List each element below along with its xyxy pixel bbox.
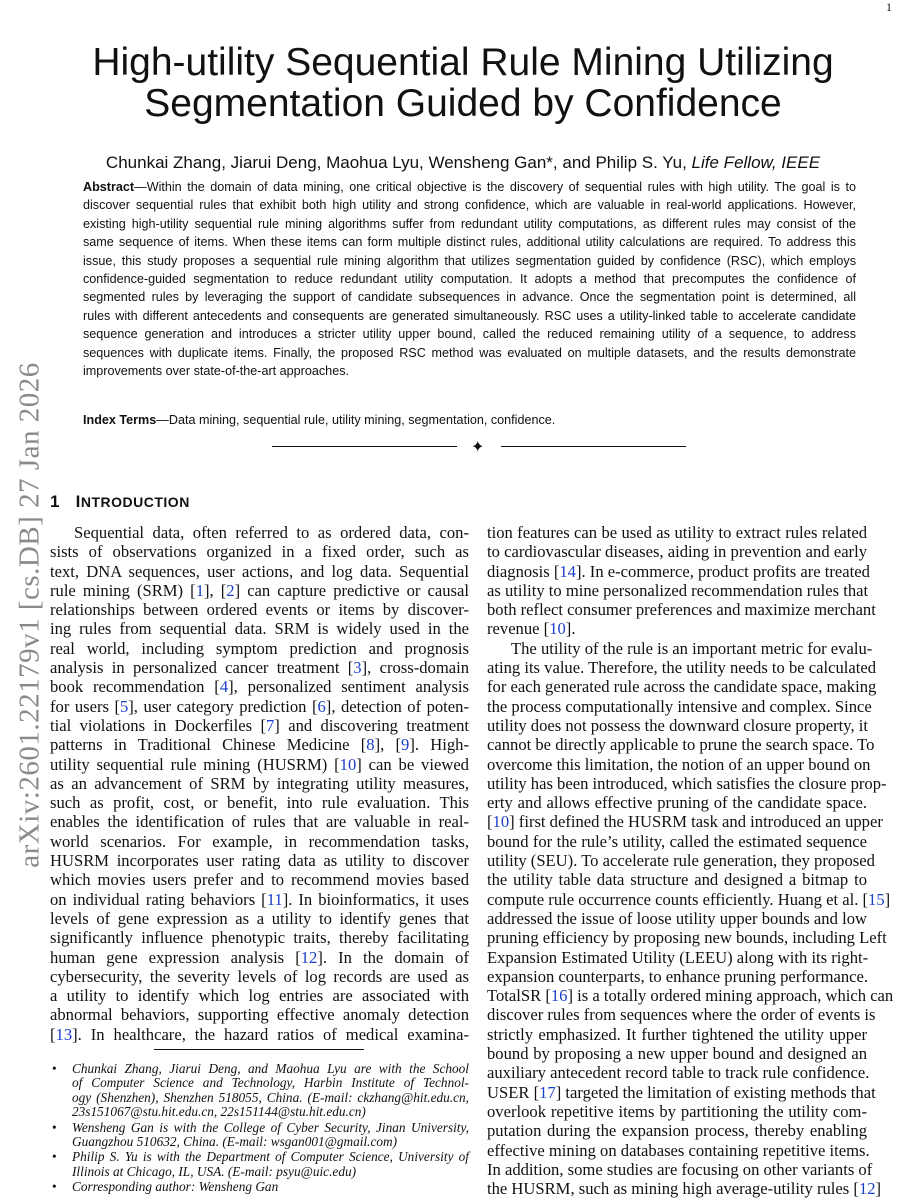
citation-link[interactable]: 3	[353, 658, 362, 678]
text-line: bound by proposing a new upper bound and designed an	[487, 1044, 867, 1064]
text-line: ing rules from sequential data. SRM is widely used in the	[50, 619, 469, 639]
text-line: compute rule occurrence counts efficiently. Huang et al. [15]	[487, 889, 891, 909]
text-line: for users [5], user category prediction [6], detection of poten-	[50, 696, 469, 716]
abstract-line: sequence generation and introduces a stricter utility upper bound, called the reduced remaining utility of a sequence, to address	[83, 327, 856, 342]
citation-link[interactable]: 15	[868, 889, 885, 909]
footnotes	[50, 1062, 469, 1196]
text-line: [13]. In healthcare, the hazard ratios of medical examina-	[50, 1024, 469, 1044]
section-divider	[272, 437, 686, 456]
footnote-line: Illinois at Chicago, IL, USA. (E-mail: psyu@uic.edu)	[72, 1163, 357, 1179]
text-line: on individual rating behaviors [11]. In bioinformatics, it uses	[50, 889, 469, 909]
footnote-line: 23s151067@stu.hit.edu.cn, 22s151144@stu.hit.edu.cn)	[72, 1104, 366, 1120]
citation-link[interactable]: 14	[559, 561, 576, 581]
text-line: as utility to mine personalized recommendation rules that	[487, 580, 869, 600]
citation-link[interactable]: 13	[55, 1024, 73, 1044]
text-line: ating its value. Therefore, the utility needs to be calculated	[487, 658, 877, 678]
citation-link[interactable]: 1	[195, 580, 204, 600]
text-line: strictly emphasized. It further tightened the utility upper	[487, 1024, 867, 1044]
text-line: human gene expression analysis [12]. In the domain of	[50, 947, 470, 967]
text-line: both reflect consumer preferences and maximize merchant	[487, 600, 876, 620]
citation-link[interactable]: 10	[549, 619, 566, 639]
bullet-icon: •	[52, 1119, 57, 1135]
divider-line	[272, 446, 457, 447]
text-line: utility does not possess the downward closure property, it	[487, 715, 868, 735]
section-title-initial: I	[75, 492, 81, 511]
text-line: world scenarios. For example, in recommendation tasks,	[50, 831, 469, 851]
text-line: levels of gene expression as a utility to identify genes that	[50, 908, 469, 928]
text-line: real world, including symptom prediction and prognosis	[50, 638, 469, 658]
citation-link[interactable]: 9	[401, 735, 410, 755]
citation-link[interactable]: 2	[226, 580, 235, 600]
text-line: significantly influence phenotypic traits, thereby facilitating	[50, 928, 469, 948]
citation-link[interactable]: 12	[300, 947, 318, 967]
text-line: Expansion Estimated Utility (LEEU) along with its right-	[487, 947, 869, 967]
text-line: discover rules from sequences where the order of events is	[487, 1005, 876, 1025]
abstract-line: confidence-guided segmentation to reduce redundant utility computation. It adopts a method that precomputes the confidence of	[83, 272, 856, 287]
text-line: pruning efficiency by proposing new bounds, including Left	[487, 928, 887, 948]
body-column-right	[487, 523, 894, 1199]
diamond-icon: ✦	[471, 437, 485, 456]
text-line: the utility table data structure and designed a bitmap to	[487, 870, 867, 890]
text-line: In addition, some studies are focusing on other variants of	[487, 1159, 873, 1179]
text-line: which movies users prefer and to recommend movies based	[50, 870, 469, 890]
footnote-item	[50, 1121, 469, 1150]
citation-link[interactable]: 16	[550, 986, 568, 1006]
abstract-line: rules with different antecedents and consequents are generated simultaneously. RSC uses a utility-linked table to accelerate candidate	[83, 308, 856, 323]
text-line: diagnosis [14]. In e-commerce, product profits are treated	[487, 561, 870, 581]
text-line: overlook repetitive items by partitioning the utility com-	[487, 1101, 867, 1121]
footnote-item	[50, 1062, 469, 1120]
text-line: sists of observations organized in a fixed order, such as	[50, 542, 469, 562]
footnote-item	[50, 1150, 469, 1179]
footnote-line: Philip S. Yu is with the Department of Computer Science, University of	[72, 1149, 469, 1165]
divider-line	[501, 446, 686, 447]
citation-link[interactable]: 11	[266, 889, 283, 909]
text-line: book recommendation [4], personalized sentiment analysis	[50, 677, 469, 697]
text-line: as an advancement of SRM by integrating utility measures,	[50, 773, 469, 793]
section-heading	[50, 492, 190, 512]
bullet-icon: •	[52, 1179, 57, 1195]
abstract	[83, 178, 856, 380]
section-title-rest: NTRODUCTION	[80, 494, 190, 510]
text-line: patterns in Traditional Chinese Medicine [8], [9]. High-	[50, 735, 470, 755]
text-line: The utility of the rule is an important metric for evalu-	[511, 638, 873, 658]
bullet-icon: •	[52, 1149, 57, 1165]
text-line: utility sequential rule mining (HUSRM) [10] can be viewed	[50, 754, 469, 774]
author-affiliation: Life Fellow, IEEE	[691, 153, 821, 172]
text-line: tion features can be used as utility to extract rules related	[487, 523, 867, 542]
citation-link[interactable]: 10	[339, 754, 357, 774]
text-line: putation during the expansion process, thereby enabling	[487, 1121, 867, 1141]
text-line: to cardiovascular diseases, aiding in prevention and early	[487, 542, 867, 562]
citation-link[interactable]: 10	[492, 812, 510, 832]
citation-link[interactable]: 7	[266, 715, 275, 735]
footnote-line: Wensheng Gan is with the College of Cyber Security, Jinan University,	[72, 1119, 469, 1135]
footnote-line: Chunkai Zhang, Jiarui Deng, and Maohua Lyu are with the School	[72, 1061, 469, 1076]
citation-link[interactable]: 4	[219, 677, 229, 697]
body-column-left	[50, 523, 469, 1044]
paper-title	[60, 42, 866, 124]
paragraph	[487, 523, 876, 639]
paragraph	[50, 523, 469, 1044]
index-terms	[83, 413, 555, 427]
text-line: the process computationally intensive and complex. Since	[487, 696, 872, 716]
text-line: auxiliary antecedent record table to track rule confidence.	[487, 1063, 870, 1083]
text-line: erty and allows effective pruning of the candidate space.	[487, 793, 867, 813]
text-line: overcome this limitation, the notion of an upper bound on	[487, 754, 871, 774]
text-line: the HUSRM, such as mining high average-utility rules [12]	[487, 1179, 882, 1199]
text-line: utility (SEU). To accelerate rule generation, they proposed	[487, 851, 875, 871]
index-terms-label: Index Terms	[83, 413, 157, 427]
text-line: Sequential data, often referred to as ordered data, con-	[74, 523, 469, 542]
text-line: revenue [10].	[487, 619, 576, 639]
text-line: bound for the rule’s utility, called the estimated sequence	[487, 831, 867, 851]
citation-link[interactable]: 8	[366, 735, 375, 755]
text-line: analysis in personalized cancer treatment [3], cross-domain	[50, 658, 469, 678]
text-line: addressed the issue of loose utility upper bounds and low	[487, 908, 867, 928]
footnote-line: Corresponding author: Wensheng Gan	[72, 1179, 279, 1195]
abstract-line: sequences with duplicate items. Finally, the proposed RSC method was evaluated on multiple datasets, and the results demonstrate	[83, 345, 856, 360]
section-number: 1	[50, 492, 60, 511]
abstract-line: issue, this study proposes a sequential rule mining algorithm that utilizes segmentation guided by confidence (RSC), which employs	[83, 253, 856, 268]
text-line: utility has been introduced, which satisfies the closure prop-	[487, 773, 887, 793]
abstract-line: segmented rules by leveraging the support of candidate subsequences in advance. Once the segmentation point is determined, all	[83, 290, 856, 305]
text-line: TotalSR [16] is a totally ordered mining approach, which can	[487, 986, 894, 1006]
abstract-line: improvements over state-of-the-art approaches.	[83, 364, 349, 379]
author-names: Chunkai Zhang, Jiarui Deng, Maohua Lyu, Wensheng Gan*, and Philip S. Yu,	[105, 153, 687, 172]
abstract-label: Abstract	[83, 180, 135, 194]
page-number: 1	[886, 0, 892, 14]
abstract-line: same sequence of items. When these items can form multiple distinct rules, additional utility calculations are required. To address this	[83, 235, 856, 250]
arxiv-stamp[interactable]: arXiv:2601.22179v1 [cs.DB] 27 Jan 2026	[13, 362, 46, 868]
text-line: text, DNA sequences, user actions, and log data. Sequential	[50, 561, 469, 581]
citation-link[interactable]: 5	[119, 696, 129, 716]
footnote-line: of Computer Science and Technology, Harbin Institute of Technol-	[72, 1075, 469, 1091]
text-line: such as profit, cost, or benefit, into rule evaluation. This	[50, 793, 469, 813]
text-line: a utility to identify which log entries are associated with	[50, 986, 469, 1006]
abstract-line: discover sequential rules that exhibit both high utility and strong confidence, which are valuable in real-world applications. However,	[83, 198, 856, 213]
abstract-line: Abstract—Within the domain of data mining, one critical objective is the discovery of sequential rules with high utility. The goal is to	[83, 180, 856, 194]
text-line: expansion counterparts, to enhance pruning performance.	[487, 966, 869, 986]
text-line: [10] first defined the HUSRM task and introduced an upper	[487, 812, 883, 832]
citation-link[interactable]: 12	[858, 1179, 876, 1199]
text-line: for each generated rule across the candidate space, making	[487, 677, 877, 697]
paragraph	[487, 638, 894, 1199]
citation-link[interactable]: 17	[539, 1082, 556, 1102]
footnote-rule	[154, 1049, 364, 1050]
text-line: abnormal behaviors, supporting effective anomaly detection	[50, 1005, 469, 1025]
footnote-item	[50, 1180, 469, 1194]
footnote-line: Guangzhou 510632, China. (E-mail: wsgan001@gmail.com)	[72, 1134, 398, 1150]
abstract-line: existing high-utility sequential rule mining algorithms suffer from redundant utility computations, as different rules may consist of the	[83, 216, 856, 231]
bullet-icon: •	[52, 1061, 57, 1076]
text-line: tial violations in Dockerfiles [7] and discovering treatment	[50, 715, 469, 735]
citation-link[interactable]: 6	[317, 696, 326, 716]
title-line: High-utility Sequential Rule Mining Utilizing	[92, 41, 834, 84]
title-line: Segmentation Guided by Confidence	[144, 82, 782, 125]
index-terms-text: —Data mining, sequential rule, utility mining, segmentation, confidence.	[156, 413, 556, 427]
text-line: rule mining (SRM) [1], [2] can capture predictive or causal	[50, 580, 469, 600]
author-list	[60, 153, 866, 173]
footnote-line: ogy (Shenzhen), Shenzhen 518055, China. (E-mail: ckzhang@hit.edu.cn,	[72, 1089, 469, 1105]
text-line: effective mining on databases containing repetitive items.	[487, 1140, 870, 1160]
text-line: HUSRM incorporates user rating data as utility to discover	[50, 851, 469, 871]
text-line: relationships between ordered events or items by discover-	[50, 600, 469, 620]
text-line: cybersecurity, the severity levels of log records are used as	[50, 966, 469, 986]
text-line: USER [17] targeted the limitation of existing methods that	[487, 1082, 876, 1102]
text-line: cannot be directly applicable to prune the search space. To	[487, 735, 875, 755]
text-line: enables the identification of rules that are valuable in real-	[50, 812, 469, 832]
